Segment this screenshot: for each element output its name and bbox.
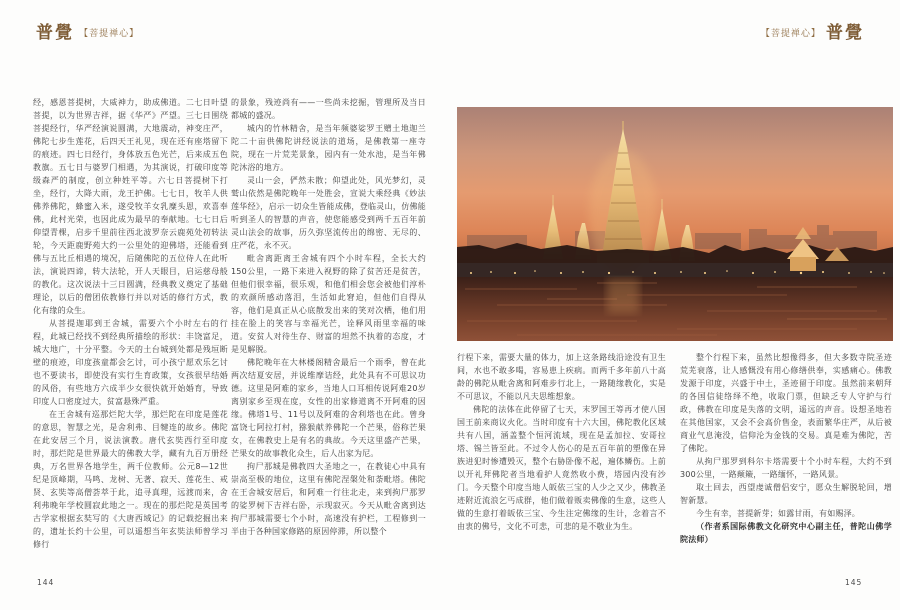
temple-reflection (607, 279, 639, 313)
left-page-column-1 (33, 96, 228, 576)
body-paragraph: 经，感恩菩提树，大威神力，助成佛道。二七日叶望菩提，以为世界吉祥，据《华严》严望。三七日围绕菩提经行，华严经演说圆满，大地震动，神变庄严，佛陀七步生莲花，后四天王礼见，现在还有座塔留下的痕迹。四七日经行，身体放五色光芒，后来成五色教旗。五七日与婆罗门相遇，为其演说，打破印度等级森严的制度，创立种姓平等。六七日菩提树下打坐，经行，大降大雨，龙王护佛。七七日，牧羊人供佛养佛陀，蜂蜜入米，遂受牧羊女乳糜头恩，欢喜奉佛，此村光荣，也因此成为最早的奉献地。七七日后仰望青棵，启步千里前往西北波罗奈云鹿苑处初转法轮，今天距鹿野苑大约一公里处的迎佛塔，还能看到佛与五比丘相遇的境况，后随佛陀的五位侍人在此听法，演说四谛，转大法轮，开人天眼目，启运慈母般的教化。这次说法十三日圆满，经典教义奠定了基础理论，以后的僧团依教修行并以对话的修行方式，教化有缘的众生。 (33, 98, 228, 315)
right-page-column-2 (680, 351, 892, 566)
body-paragraph: 佛陀的法体在此停留了七天，末罗国王等再才使八国国王前来商议火化。当时印度有十六大国，佛陀教化区域共有八国，涵盖整个恒河流域，现在是孟加拉、安哥拉塔、锡兰皆至此。不过令人伤心的是五百年前的塑像在异族进犯时惨遭毁灭，整个右胁卧像不起，遍体鳞伤。上前以开礼拜佛陀者当地看护人竟然收小费，塔园内没有沙门。今天整个印度当地人皈依三宝的人少之又少，佛教圣迹附近流浪乞丐成群，他们做着贩卖佛像的生意，这些人做的生意打着皈依三宝、今生注定佛缘的生计，念着言不由衷的佛号，文化不可悲，可悲的是不敬业为生。 (457, 405, 666, 531)
masthead-logo: 普覺 (826, 23, 864, 43)
running-head-right (761, 18, 864, 43)
body-paragraph: 从拘尸那罗到科尔卡塔需要十个小时车程，大约不到300公里，一路颠簸，一路缅怀，一路风景。 (680, 457, 892, 479)
section-title: 【菩提禅心】 (760, 29, 821, 39)
body-paragraph: 整个行程下来，虽然比想像得多，但大多数寺院圣迹荒芜衰落，让人感慨没有用心修缮供奉，实感痛心。佛教发源于印度，兴盛于中土，圣迹留于印度。虽然前来朝拜的各国信徒络绎不绝，收取门票，但缺乏专人守护与行政，佛教在印度是失落的文明，遥远的声音。设想圣地若在其他国家，又会不会高价售金，表面繁华庄严，从后被商业气息淹没，信仰沦为金钱的交易。真是难为佛陀，苦了佛陀。 (680, 353, 892, 453)
running-head-left (36, 18, 139, 43)
body-paragraph: 灵山一会，俨然未散；仰望此处，风光梦幻，灵鹫山依然是佛陀晚年一处胜会，宣说大乘经典《妙法莲华经》，启示一切众生皆能成佛，登临灵山，仿佛能听到圣人的智慧的声音，使您能感受到两千五百年前灵山法会的故事，历久弥坚流传出的绵密、无尽的、庄严花，永不灭。 (231, 176, 426, 250)
body-paragraph: 行程下来，需要大量的体力，加上这条路线沿途没有卫生间，水也不敢多喝，容易患上疾病。而两千多年前八十高龄的佛陀从毗舍离和阿难步行北上，一路随缘教化，实是不可思议，不能以凡夫思维想象。 (457, 353, 666, 401)
body-paragraph: 拘尸那城是佛教四大圣地之一，在教徒心中具有崇高至极的地位，这里有佛陀涅槃处和荼毗塔。佛陀在王舍城安居后，和阿难一行往北走，来到拘尸那罗的娑罗树下吉祥右卧，示现寂灭。今天从毗舍离到达拘尸那城需要七个小时，高速没有护栏，工程修到一半由于各种国家修路的原因停滞，所以整个 (231, 462, 426, 536)
body-paragraph: 取土回去，西望虔诚僧侣安宁，愿众生解脱轮回，增智新慧。 (680, 483, 892, 505)
body-paragraph: 佛陀晚年在大林楼阁精舍最后一个雨季，曾在此两次结夏安居，并说维摩诘经，此处具有不可思议功德。这里是阿难的家乡，当地人口耳相传说阿难20岁离别家乡至现在度，女性的出家修道离不开阿难的因缘。佛塔1号、11号以及阿难的舍利塔也在此。曾身富饶七阿拉打村，猕猴献养佛陀一个芒果，俗称芒果女，在佛教史上是有名的典故。今天这里盛产芒果，芒果女的故事教化众生，后人出家为尼。 (231, 358, 426, 458)
page-number-left: 144 (37, 578, 55, 587)
author-note: （作者系国际佛教文化研究中心副主任，普陀山佛学院法师） (680, 522, 892, 544)
body-paragraph: 从菩提迦耶到王舍城，需要六个小时左右的行程，此城已经找不到经典所描绘的形状：丰饶富足，城大地广，十分平整。今天的土台城到处都是残垣断壁的痕迹，印度孩童都会乞讨，可小孩宁愿欢乐乞讨也不要读书，即使没有实行生育政策，女孩很早结婚的风俗，有些地方六成半少女很快就开始婚育，导致印度人口密度过大，贫富悬殊严重。 (33, 319, 228, 406)
left-page-column-2 (231, 96, 426, 576)
wat-arun-sunset-photo (457, 107, 893, 341)
right-page-column-1 (457, 351, 666, 566)
body-paragraph: 毗舍离距离王舍城有四个小时车程，全长大约150公里，一路下来进入视野的除了贫苦还是贫苦，但他们很幸福，很乐观，和他们相会您会被他们淳朴的欢颜所感动落泪，生活如此窘迫，但他们自得从容，他们是真正从心底散发出来的笑对次栖，他们用挂在脸上的笑容与幸福光芒，诠释风雨里幸福的味道。安贫人对待生存、财富的坦然不执着的态度，才是见解脱。 (231, 254, 426, 354)
wat-arun-photo-illustration (457, 107, 893, 341)
body-paragraph: 的景象，残迹尚有——一些尚未挖掘，管理所及当日都城的盛况。 (231, 98, 426, 120)
page-number-right: 145 (845, 578, 863, 587)
body-paragraph: 城内的竹林精舍，是当年频婆娑罗王赠土地迦兰陀二十亩供佛陀讲经说法的道场，是佛教第一座寺院，现在一片荒芜景象，园内有一处水池，是当年佛陀沐浴的地方。 (231, 124, 426, 172)
section-title: 【菩提禅心】 (79, 29, 140, 39)
masthead-logo: 普覺 (36, 23, 74, 43)
body-paragraph: 今生有幸，菩提新芽；如露甘雨，有如赐泽。 (696, 509, 860, 518)
body-paragraph: 在王舍城有巡那烂陀大学，那烂陀在印度是莲花的意思，智慧之光，是舍利弗、目犍连的故乡。佛陀在此安居三个月，说法演教。唐代玄奘西行至印度时，那烂陀是世界最大的佛教大学，藏有九百万册经典，万名世界各地学生，两千位教师。公元8—12世纪是顶峰期，马鸣、龙树、无著、寂天、莲花生、戒贤、玄奘等高僧荟萃于此，追寻真理，远渡而来，舍利弗晚年学校圆寂此地之一。现在的那烂陀是英国考古学家根据玄奘写的《大唐西域记》的记载挖掘出来的，遗址长约十公里，可以遥想当年玄奘法师曾学习修行 (33, 410, 228, 549)
